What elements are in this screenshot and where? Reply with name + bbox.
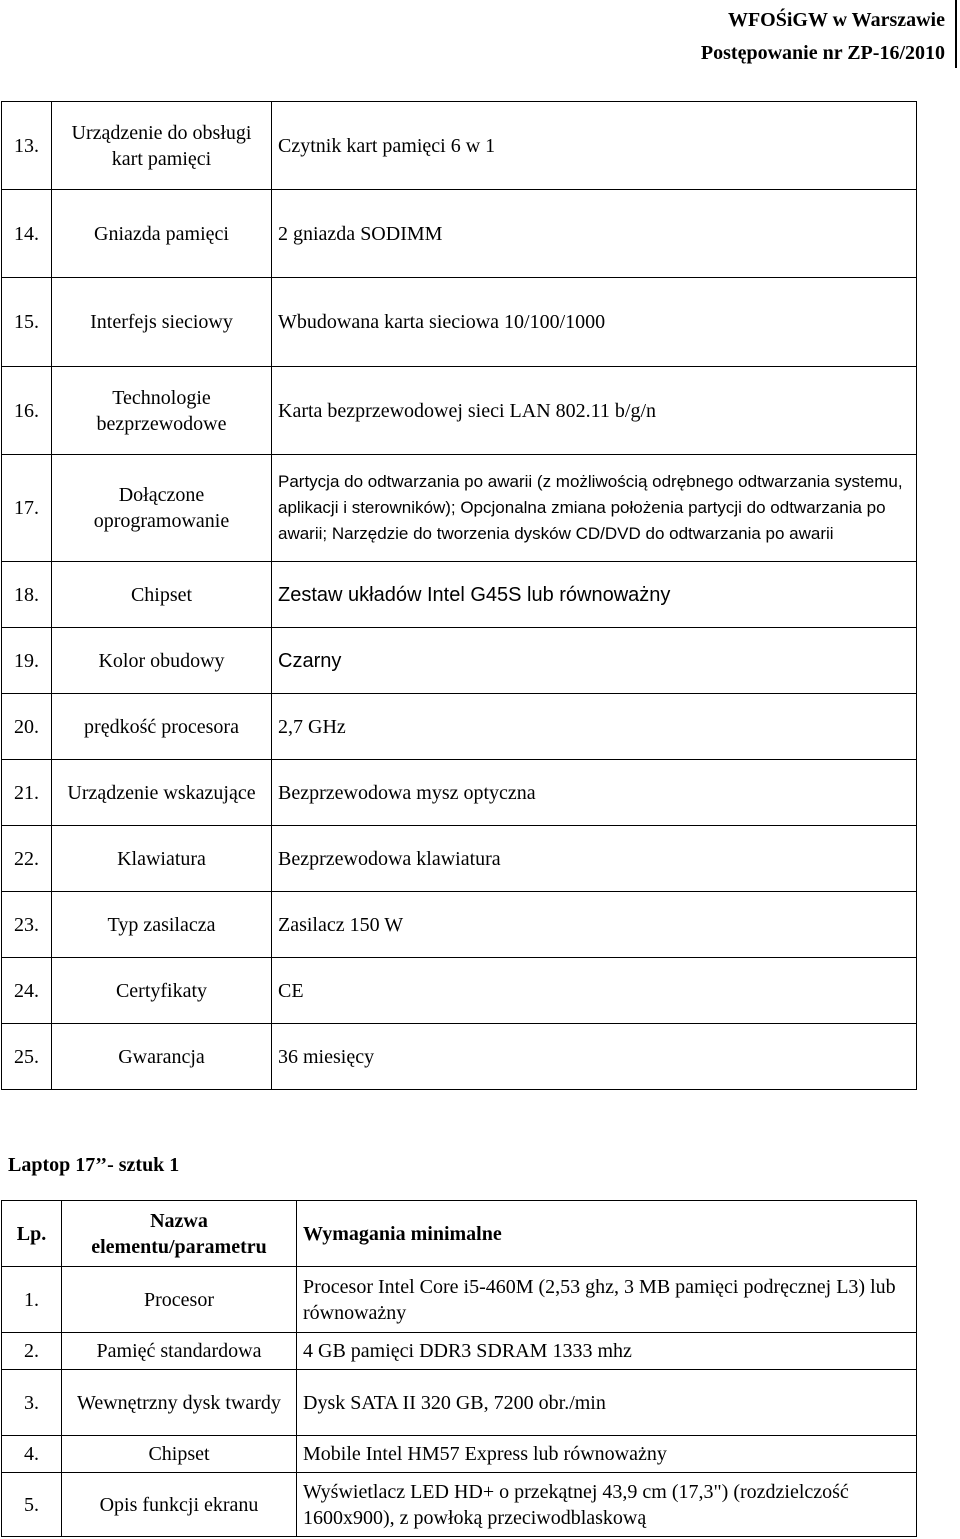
table-row: [2, 1267, 917, 1333]
row-number: 21.: [2, 760, 52, 826]
row-name: Wewnętrzny dysk twardy: [62, 1370, 297, 1436]
row-number: 18.: [2, 562, 52, 628]
row-number: 3.: [2, 1370, 62, 1436]
table-row: [2, 694, 917, 760]
table-row: [2, 455, 917, 562]
row-number: 24.: [2, 958, 52, 1024]
section-title: Laptop 17’’- sztuk 1: [8, 1154, 180, 1176]
row-name: prędkość procesora: [52, 694, 272, 760]
row-name: Chipset: [62, 1436, 297, 1473]
row-name: Certyfikaty: [52, 958, 272, 1024]
table-row: [2, 1473, 917, 1537]
row-value: Bezprzewodowa mysz optyczna: [272, 760, 917, 826]
table-row: [2, 1436, 917, 1473]
table-row: [2, 760, 917, 826]
header-requirements: Wymagania minimalne: [297, 1201, 917, 1267]
table-row: [2, 1333, 917, 1370]
row-name: Typ zasilacza: [52, 892, 272, 958]
header-lp: Lp.: [2, 1201, 62, 1267]
spec-table-desktop: [1, 101, 917, 1090]
table-row: [2, 958, 917, 1024]
row-value: Wyświetlacz LED HD+ o przekątnej 43,9 cm (17,3") (rozdzielczość 1600x900), z powłoką przeciwodblaskową: [297, 1473, 917, 1537]
header-rule: [955, 0, 957, 68]
row-number: 23.: [2, 892, 52, 958]
header-procedure-number: Postępowanie nr ZP-16/2010: [700, 42, 945, 64]
row-name: Urządzenie do obsługi kart pamięci: [52, 102, 272, 190]
row-number: 17.: [2, 455, 52, 562]
header-organization: WFOŚiGW w Warszawie: [727, 9, 945, 31]
table-row: [2, 562, 917, 628]
row-name: Urządzenie wskazujące: [52, 760, 272, 826]
table-row: [2, 826, 917, 892]
row-value: Karta bezprzewodowej sieci LAN 802.11 b/g/n: [272, 367, 917, 455]
row-number: 25.: [2, 1024, 52, 1090]
row-value: Procesor Intel Core i5-460M (2,53 ghz, 3 MB pamięci podręcznej L3) lub równoważny: [297, 1267, 917, 1333]
row-name: Opis funkcji ekranu: [62, 1473, 297, 1537]
row-number: 13.: [2, 102, 52, 190]
row-number: 4.: [2, 1436, 62, 1473]
table-row: [2, 628, 917, 694]
spec-table-laptop: [1, 1200, 917, 1537]
row-value: 2 gniazda SODIMM: [272, 190, 917, 278]
row-number: 2.: [2, 1333, 62, 1370]
row-name: Chipset: [52, 562, 272, 628]
row-value: CE: [272, 958, 917, 1024]
row-name: Kolor obudowy: [52, 628, 272, 694]
page-header: [701, 4, 945, 70]
row-name: Technologie bezprzewodowe: [52, 367, 272, 455]
table-header-row: [2, 1201, 917, 1267]
row-name: Klawiatura: [52, 826, 272, 892]
row-value: 2,7 GHz: [272, 694, 917, 760]
row-number: 19.: [2, 628, 52, 694]
table-row: [2, 190, 917, 278]
row-number: 1.: [2, 1267, 62, 1333]
row-value: 4 GB pamięci DDR3 SDRAM 1333 mhz: [297, 1333, 917, 1370]
row-name: Gniazda pamięci: [52, 190, 272, 278]
row-name: Procesor: [62, 1267, 297, 1333]
row-value: 36 miesięcy: [272, 1024, 917, 1090]
table-row: [2, 278, 917, 367]
row-value: Bezprzewodowa klawiatura: [272, 826, 917, 892]
row-value: Mobile Intel HM57 Express lub równoważny: [297, 1436, 917, 1473]
row-value: Czarny: [272, 628, 917, 694]
row-number: 22.: [2, 826, 52, 892]
row-value: Dysk SATA II 320 GB, 7200 obr./min: [297, 1370, 917, 1436]
table-row: [2, 892, 917, 958]
row-number: 15.: [2, 278, 52, 367]
row-name: Pamięć standardowa: [62, 1333, 297, 1370]
row-number: 20.: [2, 694, 52, 760]
table-row: [2, 1370, 917, 1436]
row-value: Czytnik kart pamięci 6 w 1: [272, 102, 917, 190]
row-value: Zestaw układów Intel G45S lub równoważny: [272, 562, 917, 628]
row-name: Dołączone oprogramowanie: [52, 455, 272, 562]
row-value: Zasilacz 150 W: [272, 892, 917, 958]
row-value: Partycja do odtwarzania po awarii (z możliwością odrębnego odtwarzania systemu, aplikacji i sterowników); Opcjonalna zmiana położenia partycji do odtwarzania po awarii; Narzędzie do tworzenia dysków CD/DVD do odtwarzania po awarii: [272, 455, 917, 562]
row-number: 14.: [2, 190, 52, 278]
table-row: [2, 367, 917, 455]
row-number: 16.: [2, 367, 52, 455]
table-row: [2, 102, 917, 190]
row-number: 5.: [2, 1473, 62, 1537]
row-name: Interfejs sieciowy: [52, 278, 272, 367]
row-value: Wbudowana karta sieciowa 10/100/1000: [272, 278, 917, 367]
table-row: [2, 1024, 917, 1090]
header-name: Nazwa elementu/parametru: [62, 1201, 297, 1267]
row-name: Gwarancja: [52, 1024, 272, 1090]
